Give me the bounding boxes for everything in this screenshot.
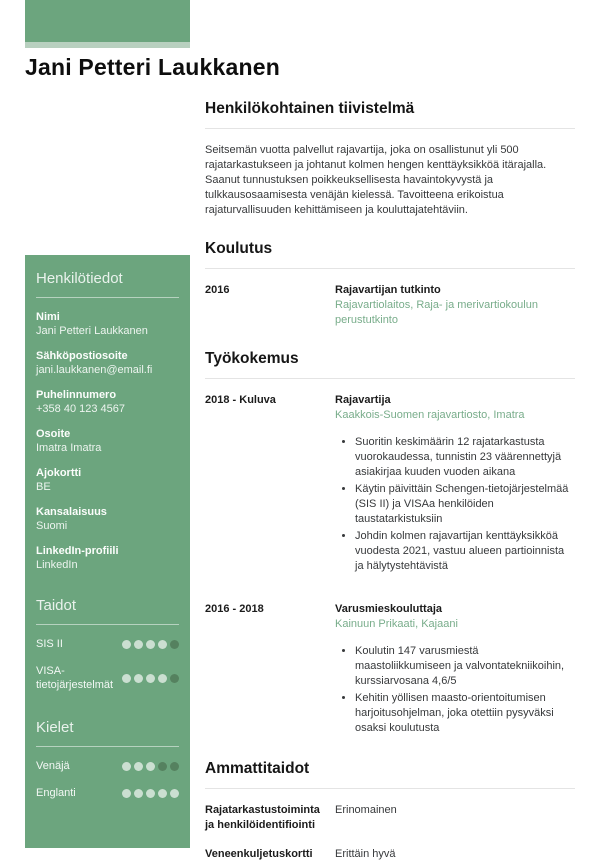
contact-field-address xyxy=(36,427,179,455)
contact-field-value: Suomi xyxy=(36,520,68,532)
rating-dot-filled xyxy=(146,674,155,683)
contact-field-label: Osoite xyxy=(36,428,71,440)
experience-entry-body xyxy=(335,602,575,738)
sidebar-section-contact xyxy=(36,270,179,572)
rating-dot-empty xyxy=(158,762,167,771)
contact-field-label: Nimi xyxy=(36,311,60,323)
rating-dot-filled xyxy=(158,789,167,798)
rating-dot-filled xyxy=(146,789,155,798)
language-rating-dots xyxy=(122,789,179,798)
sidebar-skills-title: Taidot xyxy=(36,597,179,625)
language-row-english xyxy=(36,786,179,800)
header-accent-block xyxy=(25,0,190,42)
education-institution: Rajavartiolaitos, Raja- ja merivartiokoulun perustutkinto xyxy=(335,299,538,326)
language-label: Venäjä xyxy=(36,760,70,772)
experience-entry-conscript-trainer xyxy=(205,602,575,738)
contact-field-phone xyxy=(36,388,179,416)
contact-field-name xyxy=(36,310,179,338)
sidebar xyxy=(25,255,190,848)
experience-bullet-list xyxy=(335,644,575,736)
experience-bullet: • Kehitin yöllisen maasto-orientoitumisen harjoitusohjelman, joka otettiin pysyväksi osaksi koulutusta xyxy=(355,691,575,736)
professional-skill-name: Veneenkuljetuskortti xyxy=(205,848,313,860)
contact-field-label: Sähköpostiosoite xyxy=(36,350,128,362)
header-accent-strip xyxy=(25,42,190,48)
contact-field-value: jani.laukkanen@email.fi xyxy=(36,364,153,376)
education-heading: Koulutus xyxy=(205,240,575,269)
education-degree: Rajavartijan tutkinto xyxy=(335,284,441,296)
contact-field-label: LinkedIn-profiili xyxy=(36,545,119,557)
experience-period: 2018 - Kuluva xyxy=(205,394,276,406)
experience-section xyxy=(205,350,575,738)
experience-period: 2016 - 2018 xyxy=(205,603,264,615)
experience-role: Rajavartija xyxy=(335,394,391,406)
sidebar-section-languages xyxy=(36,719,179,800)
rating-dot-filled xyxy=(134,789,143,798)
contact-field-value: LinkedIn xyxy=(36,559,78,571)
experience-bullet-list xyxy=(335,435,575,574)
education-period: 2016 xyxy=(205,284,230,296)
skill-rating-dots xyxy=(122,674,179,683)
rating-dot-filled xyxy=(134,762,143,771)
contact-field-linkedin xyxy=(36,544,179,572)
education-section xyxy=(205,240,575,328)
experience-heading: Työkokemus xyxy=(205,350,575,379)
experience-bullet: • Koulutin 147 varusmiestä maastoliikkumiseen ja valvontatekniikoihin, kurssiarvosana 4,6/5 xyxy=(355,644,575,689)
sidebar-languages-title: Kielet xyxy=(36,719,179,747)
contact-field-driving-license xyxy=(36,466,179,494)
language-row-russian xyxy=(36,759,179,773)
skill-row-sis xyxy=(36,637,179,651)
contact-field-label: Ajokortti xyxy=(36,467,82,479)
rating-dot-filled xyxy=(134,674,143,683)
rating-dot-filled xyxy=(158,640,167,649)
summary-heading: Henkilökohtainen tiivistelmä xyxy=(205,100,575,129)
sidebar-section-skills xyxy=(36,597,179,692)
summary-text: Seitsemän vuotta palvellut rajavartija, joka on osallistunut yli 500 rajatarkastukseen ja johtanut kolmen hengen kenttäyksikköä itärajalla. Saanut tunnustuksen poikkeuksellisesta havaintokyvystä ja tulkkausosaamisesta venäjän kielessä. Tavoitteena erikoistua rajaturvallisuuden kehittämiseen ja kouluttajatehtäviin. xyxy=(205,144,547,216)
contact-field-email xyxy=(36,349,179,377)
experience-entry-border-guard xyxy=(205,393,575,576)
skill-row-visa xyxy=(36,664,179,692)
rating-dot-empty xyxy=(170,762,179,771)
experience-bullet: • Suoritin keskimäärin 12 rajatarkastusta vuorokaudessa, tunnistin 23 väärennettyjä asiakirjaa kuuden vuoden aikana xyxy=(355,435,575,480)
rating-dot-filled xyxy=(146,762,155,771)
experience-bullet: • Johdin kolmen rajavartijan kenttäyksikköä vuodesta 2021, vastuu alueen partioinnista ja hälytystehtävistä xyxy=(355,529,575,574)
experience-entry-body xyxy=(335,393,575,576)
rating-dot-filled xyxy=(146,640,155,649)
rating-dot-empty xyxy=(170,640,179,649)
professional-skills-section xyxy=(205,760,575,862)
rating-dot-filled xyxy=(170,789,179,798)
professional-skill-row-boat-license xyxy=(205,847,575,862)
page-title: Jani Petteri Laukkanen xyxy=(25,54,280,80)
professional-skill-row-border-checks xyxy=(205,803,575,833)
sidebar-spacer xyxy=(36,583,179,597)
rating-dot-empty xyxy=(170,674,179,683)
rating-dot-filled xyxy=(158,674,167,683)
contact-field-value: +358 40 123 4567 xyxy=(36,403,126,415)
experience-bullet: • Käytin päivittäin Schengen-tietojärjestelmää (SIS II) ja VISAa henkilöiden taustatarkistuksiin xyxy=(355,482,575,527)
sidebar-spacer xyxy=(36,705,179,719)
professional-skill-level: Erinomainen xyxy=(335,804,397,816)
contact-field-label: Puhelinnumero xyxy=(36,389,117,401)
rating-dot-filled xyxy=(122,674,131,683)
contact-field-nationality xyxy=(36,505,179,533)
education-entry xyxy=(205,283,575,328)
skill-label: SIS II xyxy=(36,638,63,650)
rating-dot-filled xyxy=(122,640,131,649)
professional-skill-name: Rajatarkastustoiminta ja henkilöidentifiointi xyxy=(205,804,320,831)
skill-rating-dots xyxy=(122,640,179,649)
language-label: Englanti xyxy=(36,787,76,799)
experience-organization: Kainuun Prikaati, Kajaani xyxy=(335,618,458,630)
rating-dot-filled xyxy=(122,789,131,798)
professional-skills-heading: Ammattitaidot xyxy=(205,760,575,789)
skill-label: VISA-tietojärjestelmät xyxy=(36,665,114,691)
contact-field-label: Kansalaisuus xyxy=(36,506,107,518)
language-rating-dots xyxy=(122,762,179,771)
education-entry-body xyxy=(335,283,575,328)
experience-organization: Kaakkois-Suomen rajavartiosto, Imatra xyxy=(335,409,525,421)
contact-field-value: Jani Petteri Laukkanen xyxy=(36,325,148,337)
contact-field-value: Imatra Imatra xyxy=(36,442,102,454)
main-column xyxy=(205,100,575,862)
rating-dot-filled xyxy=(122,762,131,771)
contact-field-value: BE xyxy=(36,481,51,493)
sidebar-contact-title: Henkilötiedot xyxy=(36,270,179,298)
rating-dot-filled xyxy=(134,640,143,649)
summary-section xyxy=(205,100,575,218)
experience-role: Varusmieskouluttaja xyxy=(335,603,442,615)
professional-skill-level: Erittäin hyvä xyxy=(335,848,396,860)
